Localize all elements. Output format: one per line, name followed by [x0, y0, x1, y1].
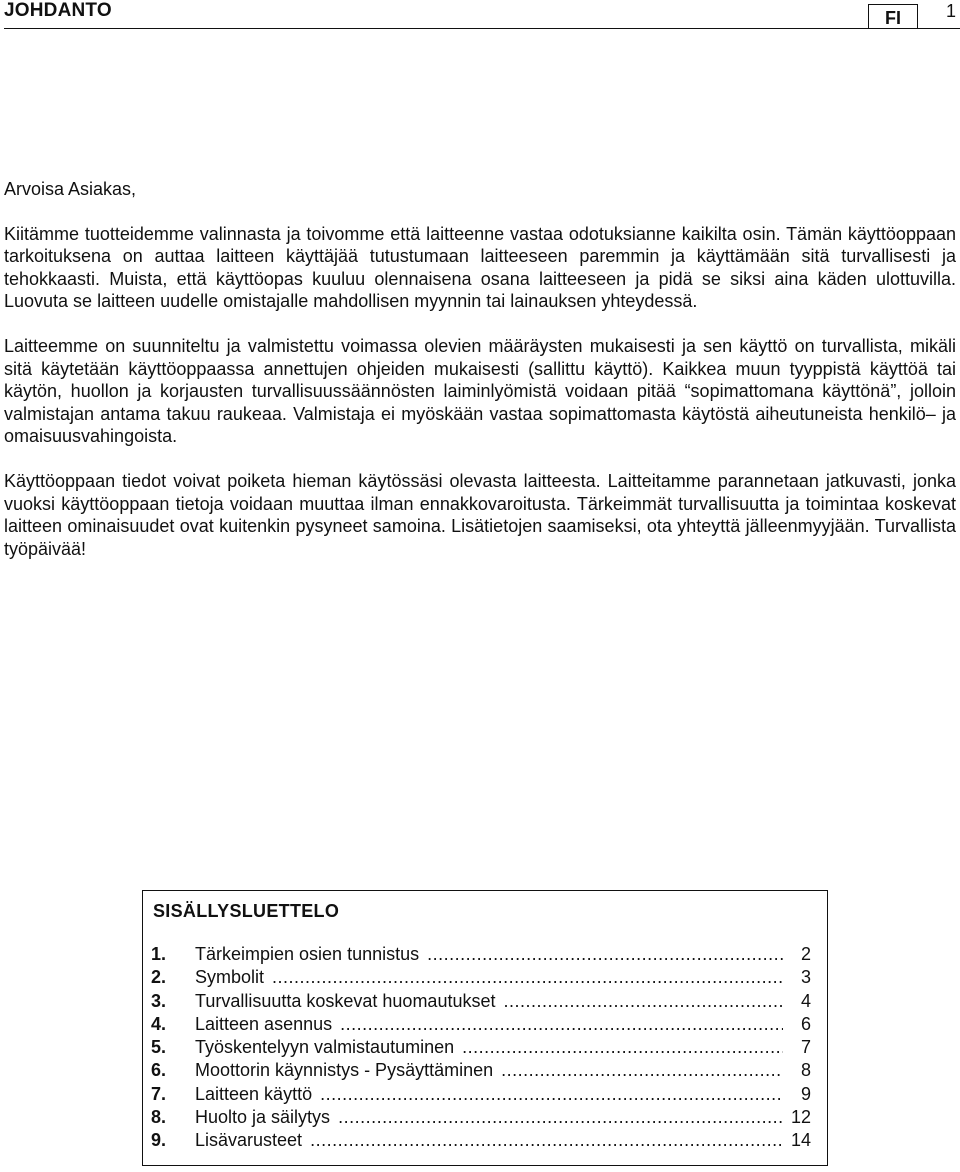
toc-leader-dots: [501, 1060, 783, 1081]
toc-entry-label: Moottorin käynnistys - Pysäyttäminen: [195, 1060, 494, 1081]
toc-entry-page: 12: [790, 1107, 811, 1128]
toc-entry[interactable]: [151, 1060, 811, 1083]
intro-section: [4, 178, 956, 582]
toc-leader-dots: [310, 1130, 783, 1151]
toc-leader-dots: [503, 991, 783, 1012]
toc-entry-number: 5.: [151, 1037, 167, 1058]
toc-entry-page: 7: [800, 1037, 811, 1058]
toc-entry-number: 3.: [151, 990, 167, 1011]
toc-entry-page: 3: [800, 967, 811, 988]
toc-entry-number: 9.: [151, 1130, 167, 1151]
toc-entry-label: Tärkeimpien osien tunnistus: [195, 944, 420, 964]
toc-entry-page: 8: [800, 1060, 811, 1081]
toc-entry-label: Symbolit: [195, 967, 265, 988]
toc-entry-label: Laitteen asennus: [195, 1013, 333, 1034]
toc-leader-dots: [340, 1014, 783, 1035]
toc-leader-dots: [462, 1037, 783, 1058]
toc-entry-number: 4.: [151, 1013, 167, 1034]
toc-leader-dots: [272, 967, 783, 988]
toc-entry-label: Turvallisuutta koskevat huomautukset: [195, 990, 496, 1011]
toc-entry[interactable]: [151, 967, 811, 990]
toc-entry-page: 2: [800, 944, 811, 964]
page-header: [4, 0, 960, 30]
toc-entry-page: 4: [800, 990, 811, 1011]
toc-entry-number: 7.: [151, 1083, 167, 1104]
toc-entry-label: Laitteen käyttö: [195, 1083, 313, 1104]
toc-entry[interactable]: [151, 991, 811, 1014]
toc-entry[interactable]: [151, 1107, 811, 1130]
section-title: JOHDANTO: [4, 0, 112, 21]
intro-paragraph-1: Kiitämme tuotteidemme valinnasta ja toivomme että laitteenne vastaa odotuksianne kaikilta osin. Tämän käyttöoppaan tarkoituksena on auttaa laitteen käyttäjää tutustumaan laitteeseen paremmin ja käyttämään sitä turvallisesti ja tehokkaasti. Muista, että käyttöopas kuuluu olennaisena osana laitteeseen ja pidä se siksi aina käden ulottuvilla. Luovuta se laitteen uudelle omistajalle mahdollisen myynnin tai lainauksen yhteydessä.: [4, 223, 956, 312]
toc-list: [151, 944, 811, 1154]
toc-entry-page: 6: [800, 1013, 811, 1034]
intro-paragraph-3: Käyttöoppaan tiedot voivat poiketa hieman käytössäsi olevasta laitteesta. Laitteitamme parannetaan jatkuvasti, jonka vuoksi käyttöoppaan tietoja voidaan muuttaa ilman ennakkovaroitusta. Tärkeimmät turvallisuutta ja toimintaa koskevat laitteen ominaisuudet ovat kuitenkin pysyneet samoina. Lisätietojen saamiseksi, ota yhteyttä jälleenmyyjään. Turvallista työpäivää!: [4, 470, 956, 559]
toc-entry[interactable]: [151, 1084, 811, 1107]
toc-entry[interactable]: [151, 1037, 811, 1060]
toc-entry-number: 1.: [151, 944, 167, 964]
toc-entry-number: 2.: [151, 967, 167, 988]
toc-entry-page: 9: [800, 1083, 811, 1104]
toc-entry-number: 8.: [151, 1107, 167, 1128]
language-tab: FI: [868, 4, 918, 28]
greeting: Arvoisa Asiakas,: [4, 179, 137, 199]
page-number: 1: [945, 1, 956, 21]
toc-entry[interactable]: [151, 944, 811, 967]
toc-entry-number: 6.: [151, 1060, 167, 1081]
header-divider: [4, 28, 960, 29]
toc-leader-dots: [427, 944, 783, 965]
toc-leader-dots: [320, 1084, 783, 1105]
table-of-contents: [142, 890, 828, 1166]
toc-entry-label: Lisävarusteet: [195, 1130, 303, 1151]
toc-entry[interactable]: [151, 1014, 811, 1037]
toc-leader-dots: [338, 1107, 783, 1128]
toc-title: SISÄLLYSLUETTELO: [153, 901, 340, 921]
toc-entry-label: Työskentelyyn valmistautuminen: [195, 1037, 455, 1058]
intro-paragraph-2: Laitteemme on suunniteltu ja valmistettu voimassa olevien määräysten mukaisesti ja sen käyttö on turvallista, mikäli sitä käytetään käyttöoppaassa annettujen ohjeiden mukaisesti (sallittu käyttö). Kaikkea muun tyyppistä käyttöä tai käytön, huollon ja korjausten turvallisuussäännösten laiminlyömistä voidaan pitää “sopimattomana käyttönä”, jolloin valmistajan antama takuu raukeaa. Valmistaja ei myöskään vastaa sopimattomasta käytöstä aiheutuneista henkilö– ja omaisuusvahingoista.: [4, 335, 956, 447]
toc-entry-label: Huolto ja säilytys: [195, 1107, 331, 1128]
toc-entry-page: 14: [790, 1130, 811, 1151]
toc-entry[interactable]: [151, 1130, 811, 1153]
